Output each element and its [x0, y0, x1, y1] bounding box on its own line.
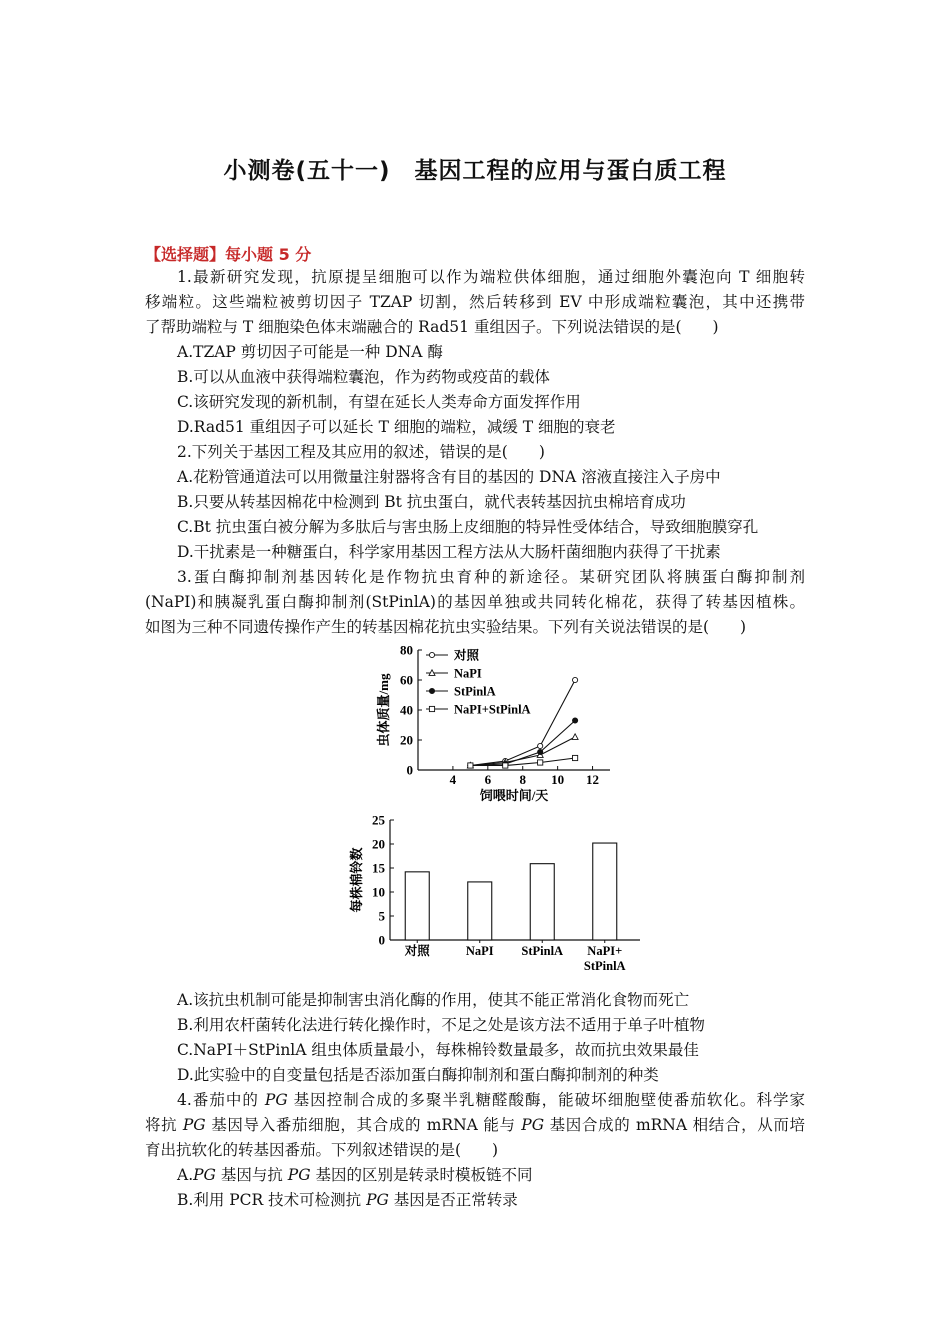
q3-option-a: A.该抗虫机制可能是抑制害虫消化酶的作用，使其不能正常消化食物而死亡	[177, 991, 690, 1009]
q1-option-c: C.该研究发现的新机制，有望在延长人类寿命方面发挥作用	[177, 393, 581, 411]
q4-option-b: B.利用 PCR 技术可检测抗 PG 基因是否正常转录	[177, 1191, 518, 1209]
q2-option-d: D.干扰素是一种糖蛋白，科学家用基因工程方法从大肠杆菌细胞内获得了干扰素	[177, 543, 721, 561]
q1-option-d: D.Rad51 重组因子可以延长 T 细胞的端粒，减缓 T 细胞的衰老	[177, 418, 616, 436]
q3-option-d: D.此实验中的自变量包括是否添加蛋白酶抑制剂和蛋白酶抑制剂的种类	[177, 1066, 659, 1084]
q3-stem-line-2: (NaPI)和胰凝乳蛋白酶抑制剂(StPinlA)的基因单独或共同转化棉花，获得了转基因植株。	[145, 593, 805, 611]
q2-option-a: A.花粉管通道法可以用微量注射器将含有目的基因的 DNA 溶液直接注入子房中	[177, 468, 721, 486]
y-tick-label: 15	[372, 860, 385, 876]
legend-marker	[429, 688, 434, 693]
bar	[530, 864, 554, 940]
x-axis-label: 饲喂时间/天	[479, 788, 549, 803]
q1-stem-line-2: 移端粒。这些端粒被剪切因子 TZAP 切割，然后转移到 EV 中形成端粒囊泡，其中还携带	[145, 293, 805, 311]
q4-stem-line-1: 4.番茄中的 PG 基因控制合成的多聚半乳糖醛酸酶，能破坏细胞壁使番茄软化。科学家	[177, 1091, 805, 1109]
q4-option-a: A.PG 基因与抗 PG 基因的区别是转录时模板链不同	[177, 1166, 533, 1184]
page-title: 小测卷(五十一) 基因工程的应用与蛋白质工程	[223, 158, 727, 184]
q4-stem-line-3: 育出抗软化的转基因番茄。下列叙述错误的是( )	[145, 1141, 499, 1159]
data-point	[572, 677, 577, 682]
insect-weight-line-chart	[360, 640, 620, 805]
x-tick-label: 6	[484, 772, 492, 787]
x-category-label: StPinlA	[583, 959, 626, 973]
x-tick-label: 12	[586, 772, 600, 787]
gene-name: PG	[264, 1091, 288, 1109]
x-category-label: NaPI	[465, 944, 494, 958]
q1-option-b: B.可以从血液中获得端粒囊泡，作为药物或疫苗的载体	[177, 368, 550, 386]
legend-label: NaPI	[454, 666, 482, 681]
y-tick-label: 5	[378, 908, 385, 924]
legend-label: 对照	[454, 648, 480, 663]
data-point	[538, 743, 543, 748]
q1-option-a: A.TZAP 剪切因子可能是一种 DNA 酶	[177, 343, 443, 361]
y-tick-label: 25	[372, 812, 385, 828]
x-category-label: 对照	[404, 944, 430, 958]
y-tick-label: 60	[400, 672, 413, 688]
bar	[405, 872, 429, 940]
q2-option-b: B.只要从转基因棉花中检测到 Bt 抗虫蛋白，就代表转基因抗虫棉培育成功	[177, 493, 686, 511]
y-tick-label: 20	[400, 732, 413, 748]
y-tick-label: 10	[372, 884, 385, 900]
q3-option-b: B.利用农杆菌转化法进行转化操作时，不足之处是该方法不适用于单子叶植物	[177, 1016, 705, 1034]
bar	[593, 843, 617, 940]
y-tick-label: 0	[406, 762, 413, 778]
y-tick-label: 80	[400, 642, 413, 658]
q3-stem-line-3: 如图为三种不同遗传操作产生的转基因棉花抗虫实验结果。下列有关说法错误的是( )	[145, 618, 747, 636]
x-category-label: StPinlA	[521, 944, 564, 958]
q3-option-c: C.NaPI＋StPinlA 组虫体质量最小，每株棉铃数量最多，故而抗虫效果最佳	[177, 1041, 699, 1059]
y-tick-label: 0	[378, 932, 385, 948]
data-point	[572, 755, 577, 760]
y-tick-label: 20	[372, 836, 385, 852]
legend-marker	[429, 652, 434, 657]
data-point	[538, 760, 543, 765]
q1-stem-line-1: 1.最新研究发现，抗原提呈细胞可以作为端粒供体细胞，通过细胞外囊泡向 T 细胞转	[177, 268, 805, 286]
bar	[468, 882, 492, 940]
data-point	[468, 763, 473, 768]
x-tick-label: 8	[519, 772, 526, 787]
x-tick-label: 4	[449, 772, 457, 787]
data-point	[572, 734, 578, 740]
y-axis-label: 每株棉铃数	[349, 847, 364, 913]
bolls-per-plant-bar-chart	[345, 808, 645, 976]
q2-stem: 2.下列关于基因工程及其应用的叙述，错误的是( )	[177, 443, 545, 461]
x-category-label: NaPI+	[587, 944, 623, 958]
y-tick-label: 40	[400, 702, 413, 718]
y-axis-label: 虫体质量/mg	[376, 673, 391, 747]
q2-option-c: C.Bt 抗虫蛋白被分解为多肽后与害虫肠上皮细胞的特异性受体结合，导致细胞膜穿孔	[177, 518, 759, 536]
legend-label: NaPI+StPinlA	[454, 702, 531, 717]
data-point	[572, 718, 577, 723]
q4-stem-line-2: 将抗 PG 基因导入番茄细胞，其合成的 mRNA 能与 PG 基因合成的 mRNA 相结合，从而培	[145, 1116, 806, 1134]
x-tick-label: 10	[551, 772, 565, 787]
data-point	[503, 763, 508, 768]
q1-stem-line-3: 了帮助端粒与 T 细胞染色体末端融合的 Rad51 重组因子。下列说法错误的是( )	[145, 318, 719, 336]
legend-marker	[429, 706, 434, 711]
q3-stem-line-1: 3.蛋白酶抑制剂基因转化是作物抗虫育种的新途径。某研究团队将胰蛋白酶抑制剂	[177, 568, 805, 586]
section-header: 【选择题】每小题 5 分	[145, 245, 312, 264]
data-point	[538, 749, 543, 754]
legend-label: StPinlA	[454, 684, 496, 699]
series-line	[470, 737, 575, 766]
